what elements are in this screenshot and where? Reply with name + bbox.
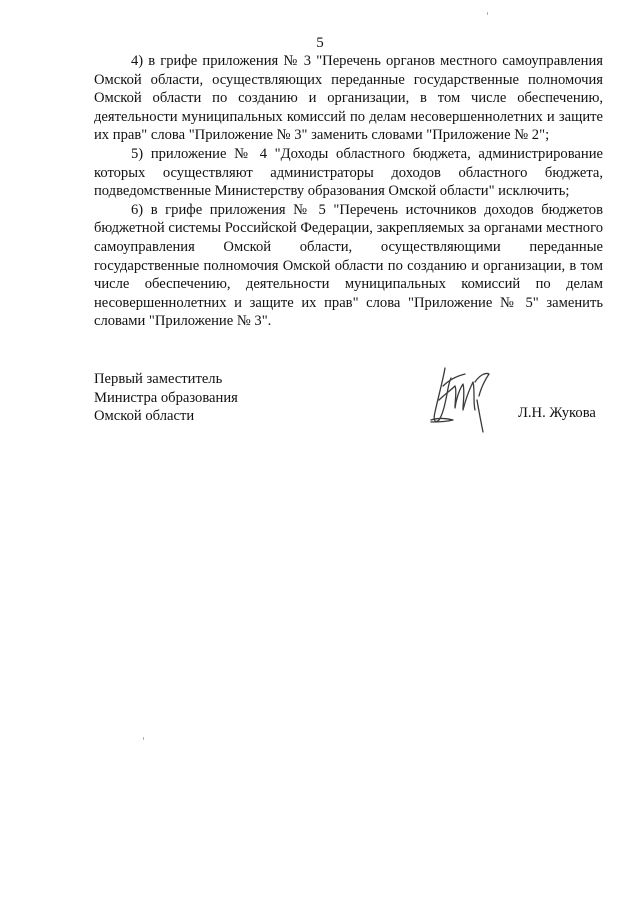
signer-name: Л.Н. Жукова <box>518 405 596 421</box>
scan-speck <box>487 12 488 15</box>
signer-position-line: Первый заместитель <box>94 371 223 387</box>
signer-position-line: Омской области <box>94 408 195 425</box>
signer-position-line: Министра образования <box>94 389 238 406</box>
scan-speck <box>143 737 144 740</box>
paragraph-item-6: 6) в грифе приложения № 5 "Перечень источников доходов бюджетов бюджетной системы Российской Федерации, закрепляемых за органами местного самоуправления Омской области, осуществляющими переданные государственные полномочия Омской области по созданию и организации, в том числе обеспечению, деятельности муниципальных комиссий по делам несовершеннолетних и защите их прав" слова "Приложение № 5" заменить словами "Приложение № 3". <box>94 201 603 330</box>
paragraph-item-4: 4) в грифе приложения № 3 "Перечень органов местного самоуправления Омской области, осуществляющих переданные государственные полномочия Омской области по созданию и организации, в том числе обеспечению, деятельности муниципальных комиссий по делам несовершеннолетних и защите их прав" слова "Приложение № 3" заменить словами "Приложение № 2"; <box>94 53 603 144</box>
page-number: 5 <box>316 35 324 51</box>
signer-position <box>94 370 238 426</box>
document-body <box>94 52 603 331</box>
paragraph-item-5: 5) приложение № 4 "Доходы областного бюджета, администрирование которых осуществляют администраторы доходов областного бюджета, подведомственные Министерству образования Омской области" исключить; <box>94 145 603 200</box>
handwritten-signature <box>425 360 505 440</box>
